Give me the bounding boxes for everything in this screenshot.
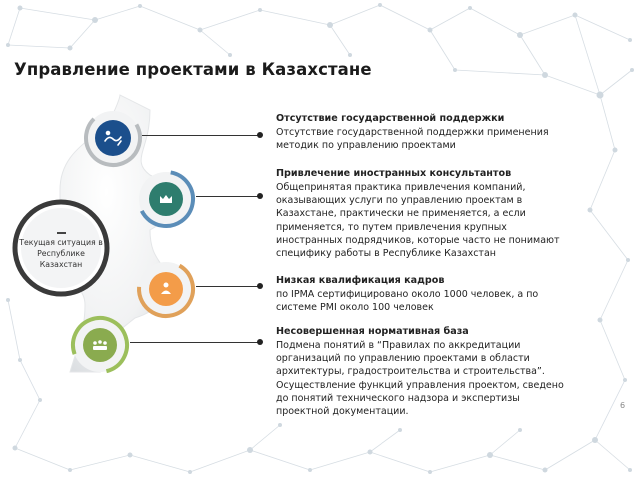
connector-1 [142,135,259,136]
connector-4 [130,342,259,343]
item-1 [276,112,596,152]
item-4 [276,325,596,418]
item-3 [276,274,596,314]
item-1-text: Отсутствие государственной поддержки применения методик по управлению проектами [276,127,549,152]
connector-dot-3 [257,283,263,289]
connector-dot-4 [257,339,263,345]
item-2-text: Общепринятая практика привлечения компаний, оказывающих услуги по управлению проектам в Казахстане, практически не применяется, а если применяется, то путем привлечения крупных иностранных подрядчиков, которые часто не понимают специфику работы в Республике Казахстан [276,182,560,260]
page-number: 6 [620,401,626,410]
item-3-text: по IPMA сертифицировано около 1000 человек, а по системе PMI около 100 человек [276,289,539,314]
item-2 [276,167,596,260]
connector-dot-2 [257,193,263,199]
item-2-heading: Привлечение иностранных консультантов [276,168,512,179]
center-dash [57,232,66,234]
center-label: Текущая ситуация в Республике Казахстан [19,238,103,269]
item-4-text: Подмена понятий в “Правилах по аккредитации организаций по управлению проектами в области архитектуры, градостроительства и строительства”. Осуществление функций управления проектом, сведено до понятий технического надзора и экспертизы проектной документации. [276,340,564,418]
connector-2 [196,196,259,197]
connector-3 [196,286,259,287]
item-4-heading: Несовершенная нормативная база [276,326,469,337]
slide-title: Управление проектами в Казахстане [14,60,372,79]
connector-dot-1 [257,132,263,138]
item-1-heading: Отсутствие государственной поддержки [276,113,505,124]
item-3-heading: Низкая квалификация кадров [276,275,445,286]
